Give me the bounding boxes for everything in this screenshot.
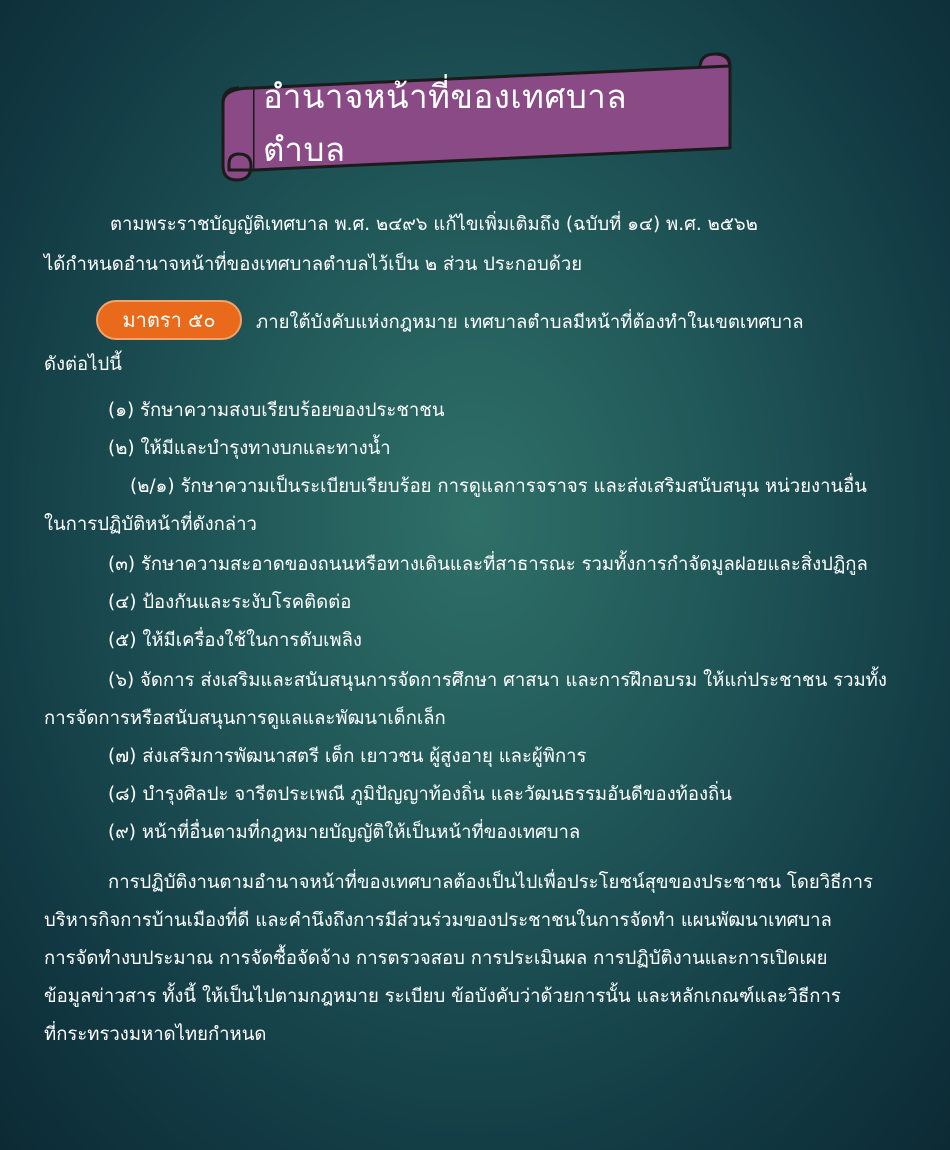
closing-line-4: ข้อมูลข่าวสาร ทั้งนี้ ให้เป็นไปตามกฎหมาย ระเบียบ ข้อบังคับว่าด้วยการนั้น และหลักเกณฑ์และวิธีการ [44, 986, 841, 1007]
list-item: (๒/๑) รักษาความเป็นระเบียบเรียบร้อย การดูแลการจราจร และส่งเสริมสนับสนุน หน่วยงานอื่น [130, 476, 867, 497]
list-item-continuation: ในการปฏิบัติหน้าที่ดังกล่าว [44, 514, 257, 535]
list-item: (๘) บำรุงศิลปะ จารีตประเพณี ภูมิปัญญาท้องถิ่น และวัฒนธรรมอันดีของท้องถิ่น [108, 784, 732, 805]
closing-line-1: การปฏิบัติงานตามอำนาจหน้าที่ของเทศบาลต้องเป็นไปเพื่อประโยชน์สุขของประชาชน โดยวิธีการ [108, 872, 873, 893]
section-line-1: ภายใต้บังคับแห่งกฎหมาย เทศบาลตำบลมีหน้าที่ต้องทำในเขตเทศบาล [256, 312, 804, 333]
closing-line-2: บริหารกิจการบ้านเมืองที่ดี และคำนึงถึงการมีส่วนร่วมของประชาชนในการจัดทำ แผนพัฒนาเทศบาล [44, 910, 832, 931]
list-item: (๙) หน้าที่อื่นตามที่กฎหมายบัญญัติให้เป็นหน้าที่ของเทศบาล [108, 822, 581, 843]
list-item: (๓) รักษาความสะอาดของถนนหรือทางเดินและที่สาธารณะ รวมทั้งการกำจัดมูลฝอยและสิ่งปฏิกูล [108, 554, 868, 575]
list-item: (๔) ป้องกันและระงับโรคติดต่อ [108, 592, 352, 613]
page-title: อำนาจหน้าที่ของเทศบาลตำบล [263, 77, 628, 169]
closing-line-5: ที่กระทรวงมหาดไทยกำหนด [44, 1024, 267, 1045]
list-item: (๕) ให้มีเครื่องใช้ในการดับเพลิง [108, 630, 362, 651]
list-item: (๒) ให้มีและบำรุงทางบกและทางน้ำ [108, 438, 391, 459]
section-line-2: ดังต่อไปนี้ [44, 354, 122, 375]
title-banner [215, 48, 740, 188]
intro-line-2: ได้กำหนดอำนาจหน้าที่ของเทศบาลตำบลไว้เป็น ๒ ส่วน ประกอบด้วย [44, 254, 583, 275]
section-badge: มาตรา ๕๐ [96, 300, 242, 340]
list-item: (๗) ส่งเสริมการพัฒนาสตรี เด็ก เยาวชน ผู้สูงอายุ และผู้พิการ [108, 746, 587, 767]
list-item-continuation: การจัดการหรือสนับสนุนการดูแลและพัฒนาเด็กเล็ก [44, 708, 446, 729]
list-item: (๖) จัดการ ส่งเสริมและสนับสนุนการจัดการศึกษา ศาสนา และการฝึกอบรม ให้แก่ประชาชน รวมทั้ง [108, 670, 887, 691]
closing-line-3: การจัดทำงบประมาณ การจัดซื้อจัดจ้าง การตรวจสอบ การประเมินผล การปฏิบัติงานและการเปิดเผย [44, 948, 828, 969]
list-item: (๑) รักษาความสงบเรียบร้อยของประชาชน [108, 400, 445, 421]
intro-line-1: ตามพระราชบัญญัติเทศบาล พ.ศ. ๒๔๙๖ แก้ไขเพิ่มเติมถึง (ฉบับที่ ๑๔) พ.ศ. ๒๕๖๒ [110, 214, 758, 235]
